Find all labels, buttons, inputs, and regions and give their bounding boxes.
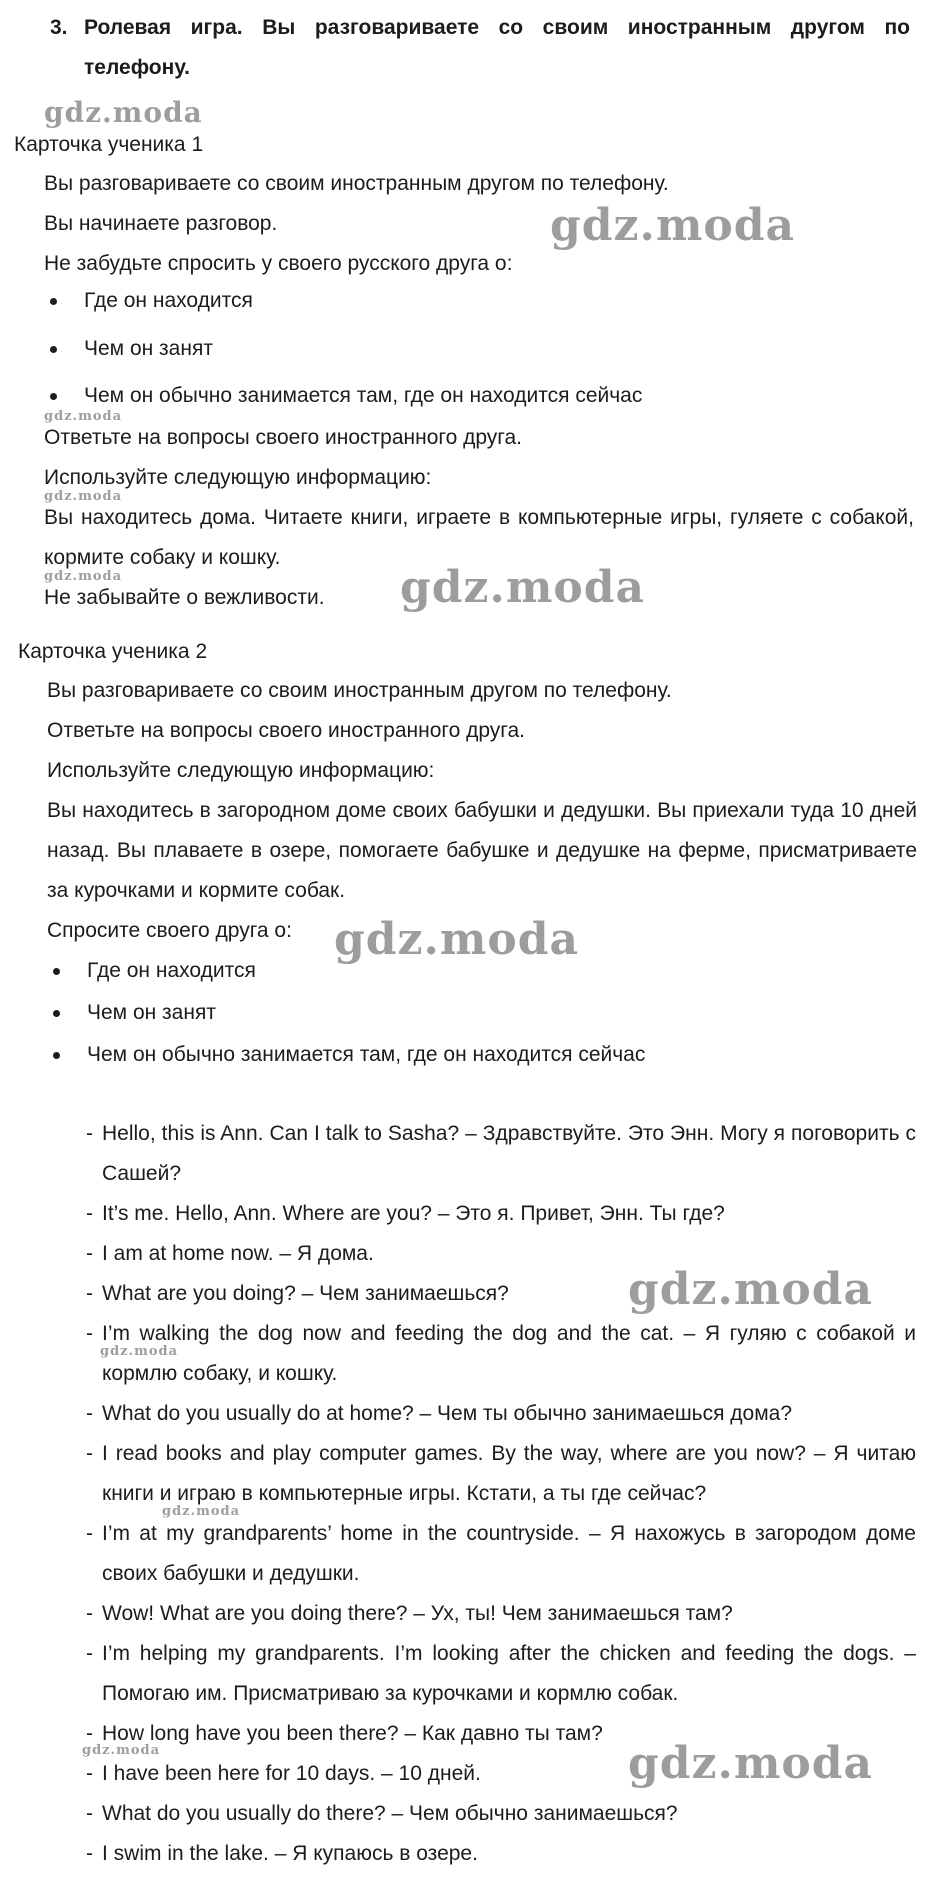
task-number: 3. (50, 16, 68, 39)
dialogue-line: - What do you usually do there? – Чем обычно занимаешься? (86, 1802, 678, 1825)
dialogue-line: - I’m at my grandparents’ home in the countryside. – Я нахожусь в загородом доме своих бабушки и дедушки. (86, 1522, 916, 1585)
task-heading (50, 8, 910, 88)
dialogue-line: - I read books and play computer games. By the way, where are you now? – Я читаю книги и играю в компьютерные игры. Кстати, а ты где сейчас? (86, 1442, 916, 1505)
card2-line: Ответьте на вопросы своего иностранного друга. (47, 719, 526, 742)
bullet-dot-icon (53, 1010, 60, 1017)
dialogue-line: - I swim in the lake. – Я купаюсь в озере. (86, 1842, 478, 1865)
dialogue-line: - Wow! What are you doing there? – Ух, ты! Чем занимаешься там? (86, 1602, 733, 1625)
dialogue-line: - I am at home now. – Я дома. (86, 1242, 374, 1265)
card1-line: Вы разговариваете со своим иностранным другом по телефону. (44, 172, 669, 195)
bullet-dot-icon (50, 298, 57, 305)
dialogue-line: - It’s me. Hello, Ann. Where are you? – Это я. Привет, Энн. Ты где? (86, 1202, 725, 1225)
card1-line: Не забудьте спросить у своего русского друга о: (44, 252, 513, 275)
watermark: gdz.moda (44, 409, 123, 424)
dialogue-line: - How long have you been there? – Как давно ты там? (86, 1722, 603, 1745)
dialogue-line: - What do you usually do at home? – Чем ты обычно занимаешься дома? (86, 1402, 793, 1425)
dialogue-line: - I’m walking the dog now and feeding the dog and the cat. – Я гуляю с собакой и кормлю собаку, и кошку. (86, 1322, 916, 1385)
card2-line: Спросите своего друга о: (47, 919, 292, 942)
card2-bullet: Где он находится (47, 955, 256, 987)
card1-bullet: Чем он обычно занимается там, где он находится сейчас (44, 380, 642, 412)
watermark: gdz.moda (550, 200, 796, 251)
card2-line: Используйте следующую информацию: (47, 759, 435, 782)
card1-line: Вы начинаете разговор. (44, 212, 278, 235)
watermark: gdz.moda (44, 96, 203, 129)
watermark: gdz.moda (100, 1344, 179, 1359)
card2-line: Вы разговариваете со своим иностранным другом по телефону. (47, 679, 672, 702)
watermark: gdz.moda (628, 1738, 874, 1789)
card1-line: Вы находитесь дома. Читаете книги, играете в компьютерные игры, гуляете с собакой, кормите собаку и кошку. (44, 506, 914, 569)
watermark: gdz.moda (82, 1743, 161, 1758)
card2-bullet: Чем он обычно занимается там, где он находится сейчас (47, 1039, 645, 1071)
watermark: gdz.moda (162, 1504, 241, 1519)
card1-line: Используйте следующую информацию: (44, 466, 432, 489)
watermark: gdz.moda (44, 489, 123, 504)
dialogue-line: - Hello, this is Ann. Can I talk to Sasha? – Здравствуйте. Это Энн. Могу я поговорить с Сашей? (86, 1122, 916, 1185)
card1-line: Ответьте на вопросы своего иностранного друга. (44, 426, 523, 449)
card1-bullet: Где он находится (44, 285, 253, 317)
card2-title: Карточка ученика 2 (18, 640, 208, 663)
watermark: gdz.moda (400, 562, 646, 613)
bullet-dot-icon (50, 393, 57, 400)
watermark: gdz.moda (44, 569, 123, 584)
dialogue-line: - What are you doing? – Чем занимаешься? (86, 1282, 509, 1305)
card2-details (47, 671, 917, 951)
bullet-dot-icon (53, 1052, 60, 1059)
task-text: Ролевая игра. Вы разговариваете со своим иностранным другом по телефону. (84, 16, 910, 79)
dialogue-line: - I have been here for 10 days. – 10 дней. (86, 1762, 481, 1785)
card1-title: Карточка ученика 1 (14, 133, 204, 156)
card2-bullet: Чем он занят (47, 997, 216, 1029)
card2-line: Вы находитесь в загородном доме своих бабушки и дедушки. Вы приехали туда 10 дней назад. Вы плаваете в озере, помогаете бабушке и дедушке на ферме, присматриваете за курочками и кормите собак. (47, 799, 917, 902)
card1-line: Не забывайте о вежливости. (44, 586, 325, 609)
bullet-dot-icon (53, 968, 60, 975)
bullet-dot-icon (50, 346, 57, 353)
dialogue-line: - I’m helping my grandparents. I’m looking after the chicken and feeding the dogs. – Помогаю им. Присматриваю за курочками и кормлю собак. (86, 1642, 916, 1705)
watermark: gdz.moda (628, 1264, 874, 1315)
card1-bullet: Чем он занят (44, 333, 213, 365)
watermark: gdz.moda (334, 914, 580, 965)
